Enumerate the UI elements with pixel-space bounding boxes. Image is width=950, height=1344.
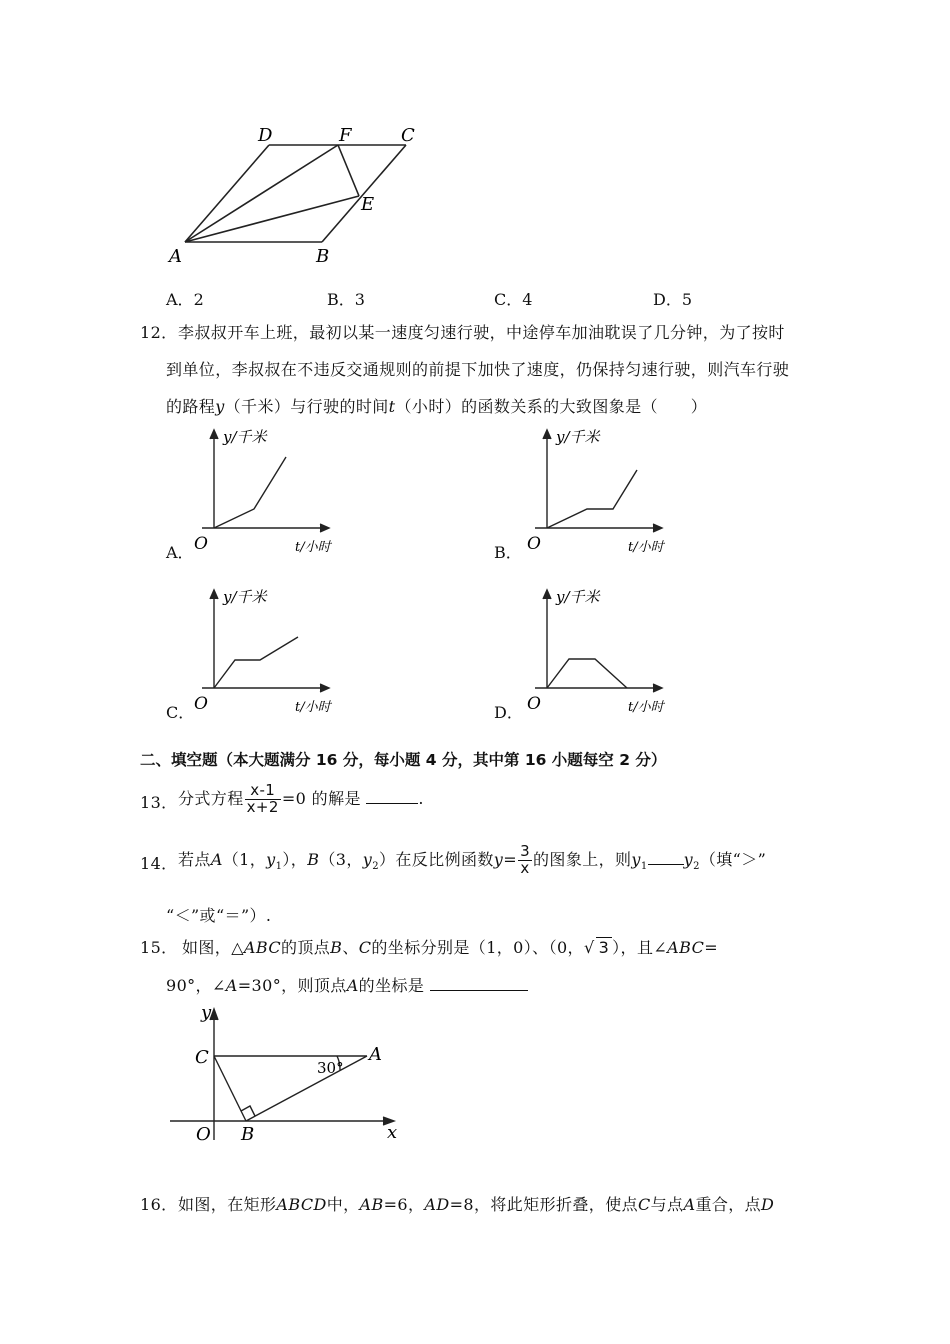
- q11-choice-d: D．5: [653, 290, 693, 309]
- q15-answer-blank[interactable]: [430, 976, 528, 991]
- graph-b-origin: O: [527, 534, 541, 554]
- label-F: F: [339, 125, 352, 146]
- q15-line1: 如图，△ABC的顶点B、C的坐标分别是（1，0）、（0，√ 3 ），且∠ABC=: [182, 938, 719, 957]
- q14-answer-blank[interactable]: [648, 850, 684, 865]
- graph-a: [192, 425, 352, 560]
- q11-choice-b: B．3: [327, 290, 365, 309]
- graph-a-ylabel: y/千米: [223, 428, 267, 446]
- graph-b-ylabel: y/千米: [556, 428, 600, 446]
- label-B: B: [316, 246, 330, 267]
- q14-fraction: $\frac{3}{x}$: [520, 842, 531, 877]
- q15-number: 15．: [140, 938, 178, 957]
- graph-a-origin: O: [194, 534, 208, 554]
- label-A: A: [169, 246, 182, 267]
- q13-number: 13．: [140, 793, 178, 812]
- label-E: E: [361, 194, 375, 215]
- q11-choice-c: C．4: [494, 290, 533, 309]
- graph-b-tlabel: t/小时: [628, 540, 664, 555]
- graph-b-option: B．: [494, 543, 522, 562]
- fig15-label-x: x: [387, 1122, 398, 1143]
- q13-text: 分式方程 $\frac{x-1}{x+2}$ =0 的解是 .: [178, 781, 424, 816]
- q15-line2: 90°，∠A=30°，则顶点A的坐标是: [166, 973, 528, 996]
- q14-number: 14．: [140, 854, 178, 873]
- fig15-label-O: O: [196, 1124, 211, 1145]
- graph-c-ylabel: y/千米: [223, 588, 267, 606]
- q13-fraction: $\frac{x-1}{x+2}$: [246, 781, 279, 816]
- fig15-label-A: A: [369, 1044, 382, 1065]
- graph-b: [525, 425, 685, 560]
- label-D: D: [258, 125, 273, 146]
- fig15-label-B: B: [241, 1124, 255, 1145]
- label-C: C: [401, 125, 415, 146]
- q12-line1: 李叔叔开车上班，最初以某一速度匀速行驶，中途停车加油耽误了几分钟，为了按时: [178, 323, 785, 342]
- q14-line2: “＜”或“＝”）.: [166, 906, 272, 925]
- graph-a-option: A．: [166, 543, 194, 562]
- fig15-angle-label: 30°: [317, 1059, 344, 1077]
- parallelogram-figure: [165, 122, 425, 272]
- triangle-coordinate-figure: [165, 1000, 415, 1150]
- q11-choice-a: A．2: [166, 290, 204, 309]
- q16-line1: 如图，在矩形ABCD中，AB=6，AD=8，将此矩形折叠，使点C与点A重合，点D: [178, 1195, 775, 1214]
- graph-d-ylabel: y/千米: [556, 588, 600, 606]
- graph-d: [525, 585, 685, 720]
- q12-line2: 到单位，李叔叔在不违反交通规则的前提下加快了速度，仍保持匀速行驶，则汽车行驶: [166, 360, 790, 379]
- graph-c-origin: O: [194, 694, 208, 714]
- graph-a-tlabel: t/小时: [295, 540, 331, 555]
- graph-d-option: D．: [494, 703, 523, 722]
- sqrt-3: 3: [596, 937, 613, 957]
- graph-c: [192, 585, 352, 720]
- graph-c-option: C．: [166, 703, 195, 722]
- fig15-label-y: y: [201, 1002, 212, 1023]
- q12-line3: 的路程y（千米）与行驶的时间t（小时）的函数关系的大致图象是（ ）: [166, 397, 708, 416]
- fig15-label-C: C: [195, 1047, 209, 1068]
- q12-number: 12．: [140, 323, 178, 342]
- q16-number: 16．: [140, 1195, 178, 1214]
- q14-line1: 若点A（1，$y_1$），B（3，$y_2$）在反比例函数y= $\frac{3}{x}$ 的图象上，则$y_1$ $y_2$（填“＞”: [178, 842, 767, 877]
- graph-d-origin: O: [527, 694, 541, 714]
- q13-answer-blank[interactable]: [366, 789, 418, 804]
- section2-heading: 二、填空题（本大题满分 16 分，每小题 4 分，其中第 16 小题每空 2 分）: [140, 751, 667, 769]
- graph-d-tlabel: t/小时: [628, 700, 664, 715]
- graph-c-tlabel: t/小时: [295, 700, 331, 715]
